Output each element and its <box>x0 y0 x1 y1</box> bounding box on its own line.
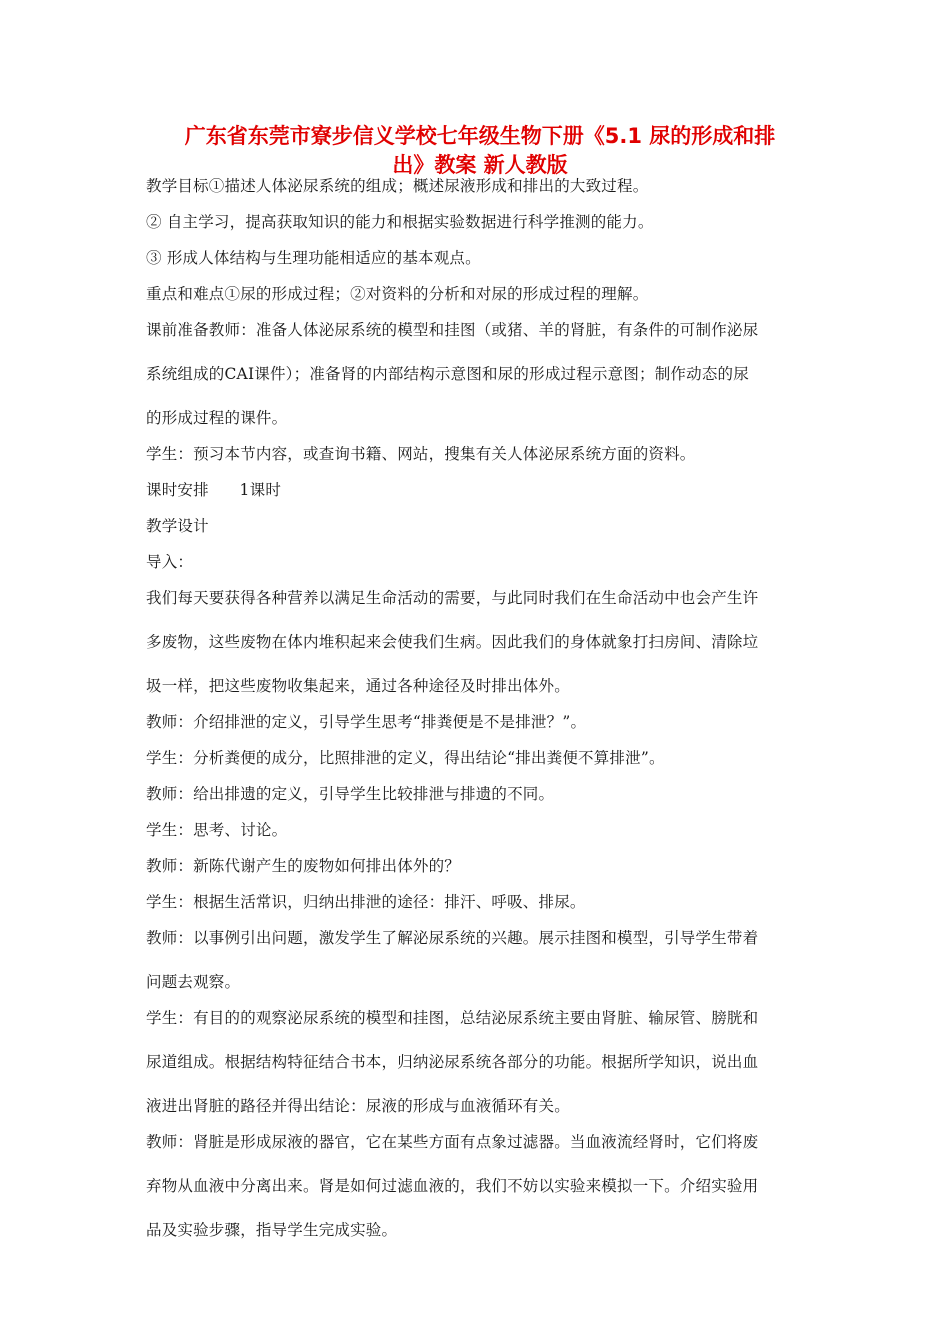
paragraph-objective-2: ② 自主学习，提高获取知识的能力和根据实验数据进行科学推测的能力。 <box>146 213 654 231</box>
paragraph-key-points: 重点和难点①尿的形成过程；②对资料的分析和对尿的形成过程的理解。 <box>146 285 649 303</box>
paragraph-schedule: 课时安排 1课时 <box>146 481 282 499</box>
paragraph-student-3: 学生：根据生活常识，归纳出排泄的途径：排汗、呼吸、排尿。 <box>146 893 586 911</box>
paragraph-teacher-3: 教师：新陈代谢产生的废物如何排出体外的？ <box>146 857 461 875</box>
paragraph-teacher-prep-line-2: 系统组成的CAI课件）；准备肾的内部结构示意图和尿的形成过程示意图；制作动态的尿 <box>146 365 749 383</box>
paragraph-objective-1: 教学目标①描述人体泌尿系统的组成；概述尿液形成和排出的大致过程。 <box>146 177 649 195</box>
paragraph-teacher-1: 教师：介绍排泄的定义，引导学生思考“排粪便是不是排泄？”。 <box>146 713 587 731</box>
paragraph-teacher-prep-line-3: 的形成过程的课件。 <box>146 409 288 427</box>
paragraph-teacher-2: 教师：给出排遗的定义，引导学生比较排泄与排遗的不同。 <box>146 785 555 803</box>
paragraph-teacher-5-line-2: 弃物从血液中分离出来。肾是如何过滤血液的，我们不妨以实验来模拟一下。介绍实验用 <box>146 1177 759 1195</box>
title-line-2: 出》教案 新人教版 <box>392 153 568 177</box>
paragraph-teacher-prep-line-1: 课前准备教师：准备人体泌尿系统的模型和挂图（或猪、羊的肾脏，有条件的可制作泌尿 <box>146 321 759 339</box>
paragraph-teacher-4-line-1: 教师：以事例引出问题，激发学生了解泌尿系统的兴趣。展示挂图和模型，引导学生带着 <box>146 929 759 947</box>
paragraph-intro-line-2: 多废物，这些废物在体内堆积起来会使我们生病。因此我们的身体就象打扫房间、清除垃 <box>146 633 759 651</box>
paragraph-student-4-line-1: 学生：有目的的观察泌尿系统的模型和挂图，总结泌尿系统主要由肾脏、输尿管、膀胱和 <box>146 1009 759 1027</box>
document-title <box>150 122 810 180</box>
paragraph-intro-heading: 导入： <box>146 553 194 571</box>
paragraph-teacher-5-line-3: 品及实验步骤，指导学生完成实验。 <box>146 1221 398 1239</box>
paragraph-teaching-design: 教学设计 <box>146 517 209 535</box>
paragraph-objective-3: ③ 形成人体结构与生理功能相适应的基本观点。 <box>146 249 481 267</box>
paragraph-teacher-5-line-1: 教师：肾脏是形成尿液的器官，它在某些方面有点象过滤器。当血液流经肾时，它们将废 <box>146 1133 759 1151</box>
paragraph-intro-line-1: 我们每天要获得各种营养以满足生命活动的需要，与此同时我们在生命活动中也会产生许 <box>146 589 759 607</box>
paragraph-teacher-4-line-2: 问题去观察。 <box>146 973 241 991</box>
paragraph-student-2: 学生：思考、讨论。 <box>146 821 288 839</box>
paragraph-intro-line-3: 圾一样，把这些废物收集起来，通过各种途径及时排出体外。 <box>146 677 570 695</box>
paragraph-student-4-line-3: 液进出肾脏的路径并得出结论：尿液的形成与血液循环有关。 <box>146 1097 570 1115</box>
paragraph-student-1: 学生：分析粪便的成分，比照排泄的定义，得出结论“排出粪便不算排泄”。 <box>146 749 665 767</box>
document-body <box>146 174 810 1242</box>
title-line-1: 广东省东莞市寮步信义学校七年级生物下册《5.1 尿的形成和排 <box>184 124 776 148</box>
paragraph-student-prep: 学生：预习本节内容，或查询书籍、网站，搜集有关人体泌尿系统方面的资料。 <box>146 445 696 463</box>
paragraph-student-4-line-2: 尿道组成。根据结构特征结合书本，归纳泌尿系统各部分的功能。根据所学知识，说出血 <box>146 1053 759 1071</box>
